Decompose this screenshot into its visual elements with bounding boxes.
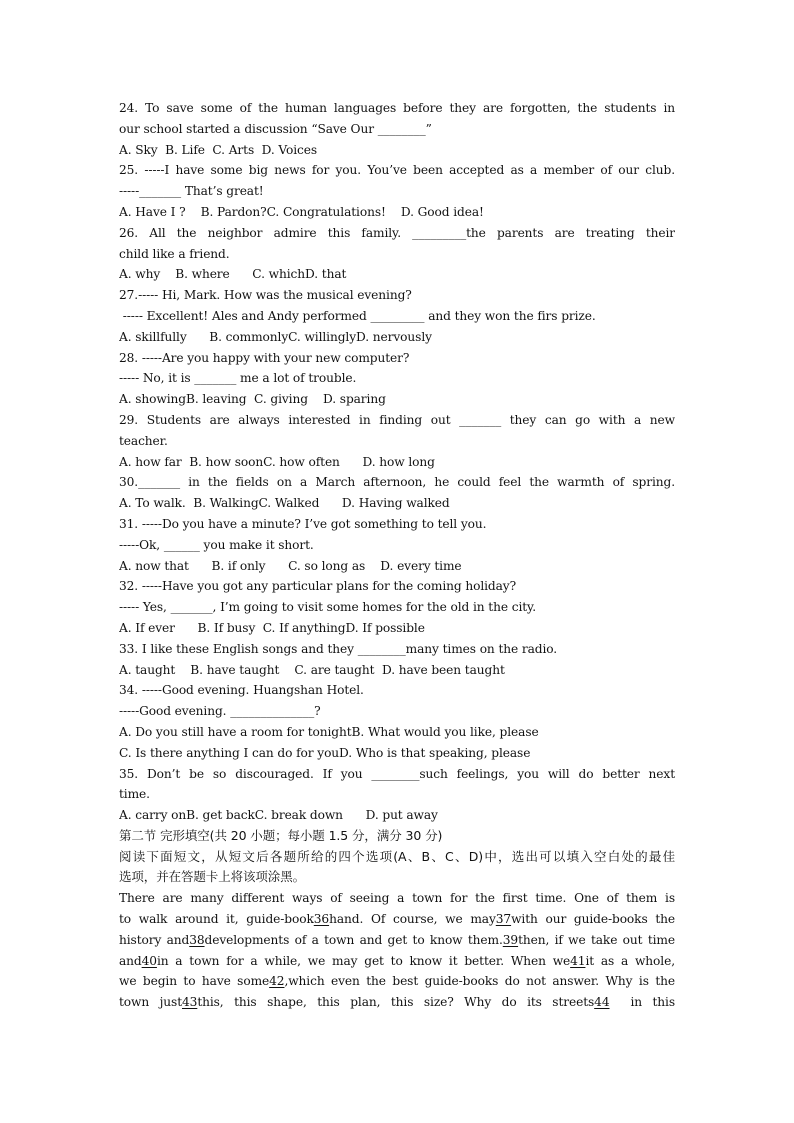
question-31-options: A. now that B. if only C. so long as D. every time [119,558,462,573]
question-29-stem: teacher. [119,433,168,448]
passage-text: to walk around it, guide-book [119,912,314,927]
passage-line [119,909,675,930]
blank-38: 38 [189,932,205,947]
question-25-options: A. Have I ? B. Pardon?C. Congratulations! D. Good idea! [119,204,484,219]
passage-text: town just [119,995,182,1010]
question-34-options: A. Do you still have a room for tonightB. What would you like, please [119,724,539,739]
passage-text: it as a whole, [585,953,675,968]
passage-line [119,992,675,1013]
question-29-stem: 29. Students are always interested in finding out _______ they can go with a new [119,412,675,427]
question-24-options: A. Sky B. Life C. Arts D. Voices [119,142,318,157]
passage-line [119,930,675,951]
question-26-stem: 26. All the neighbor admire this family. _________the parents are treating their [119,225,675,240]
passage-text: then, if we take out time [518,932,675,947]
question-29-options: A. how far B. how soonC. how often D. how long [119,454,435,469]
question-31-stem: -----Ok, ______ you make it short. [119,537,314,552]
passage-line [119,951,675,972]
blank-37: 37 [495,912,512,927]
passage-text: hand. Of course, we may [329,912,496,927]
question-33-stem: 33. I like these English songs and they ________many times on the radio. [119,641,558,656]
question-26-stem: child like a friend. [119,246,230,261]
question-28-stem: 28. -----Are you happy with your new computer? [119,350,410,365]
question-24-stem: our school started a discussion “Save Our ________” [119,121,432,136]
passage-line [119,971,675,992]
passage-line [119,888,675,909]
section-instruction: 阅读下面短文，从短文后各题所给的四个选项(A、B、C、D)中，选出可以填入空白处的最佳 [119,848,675,864]
question-28-options: A. showingB. leaving C. giving D. sparing [119,392,386,407]
passage-text: history and [119,932,190,947]
passage-text: in a town for a while, we may get to know it better. When we [156,953,571,968]
blank-40: 40 [141,953,157,968]
question-28-stem: ----- No, it is _______ me a lot of trouble. [119,371,357,386]
question-32-options: A. If ever B. If busy C. If anythingD. If possible [119,620,425,635]
question-30-options: A. To walk. B. WalkingC. Walked D. Having walked [119,496,450,511]
question-35-options: A. carry onB. get backC. break down D. put away [119,808,438,823]
question-33-options: A. taught B. have taught C. are taught D. have been taught [119,662,505,677]
blank-41: 41 [570,953,586,968]
passage-text: developments of a town and get to know them. [204,932,503,947]
question-32-stem: ----- Yes, _______, I’m going to visit some homes for the old in the city. [119,600,536,615]
question-34-stem: 34. -----Good evening. Huangshan Hotel. [119,683,364,698]
blank-42: 42 [269,974,285,989]
passage-text: we begin to have some [119,974,270,989]
blank-39: 39 [502,932,519,947]
blank-36: 36 [313,912,330,927]
question-25-stem: 25. -----I have some big news for you. You’ve been accepted as a member of our club. [119,163,675,178]
passage-text: and [119,953,142,968]
passage-text: with our guide-books the [511,912,675,927]
question-27-stem: 27.----- Hi, Mark. How was the musical evening? [119,288,412,303]
question-34-stem: -----Good evening. ______________? [119,704,321,719]
question-25-stem: -----_______ That’s great! [119,184,264,199]
section-heading: 第二节 完形填空(共 20 小题；每小题 1.5 分，满分 30 分) [119,827,443,843]
question-26-options: A. why B. where C. whichD. that [119,267,347,282]
page-content [119,98,675,1013]
question-31-stem: 31. -----Do you have a minute? I’ve got something to tell you. [119,516,487,531]
question-35-stem: 35. Don’t be so discouraged. If you ________such feelings, you will do better next [119,766,675,781]
question-35-stem: time. [119,787,150,802]
blank-44: 44 [594,995,610,1010]
blank-43: 43 [182,995,198,1010]
passage-text: There are many different ways of seeing a town for the first time. One of them is [119,891,675,906]
section-instruction: 选项，并在答题卡上将该项涂黑。 [119,869,306,885]
question-34-options: C. Is there anything I can do for youD. Who is that speaking, please [119,745,531,760]
question-24-stem: 24. To save some of the human languages before they are forgotten, the students in [119,101,675,115]
question-27-stem: ----- Excellent! Ales and Andy performed _________ and they won the firs prize. [119,308,596,323]
passage-text: ,which even the best guide-books do not answer. Why is the [284,974,675,989]
passage-text: this, this shape, this plan, this size? Why do its streets [197,995,595,1010]
question-30-stem: 30._______ in the fields on a March afternoon, he could feel the warmth of spring. [119,475,675,490]
passage-text: in this [609,995,675,1010]
question-27-options: A. skillfully B. commonlyC. willinglyD. nervously [119,329,432,344]
question-32-stem: 32. -----Have you got any particular plans for the coming holiday? [119,579,517,594]
